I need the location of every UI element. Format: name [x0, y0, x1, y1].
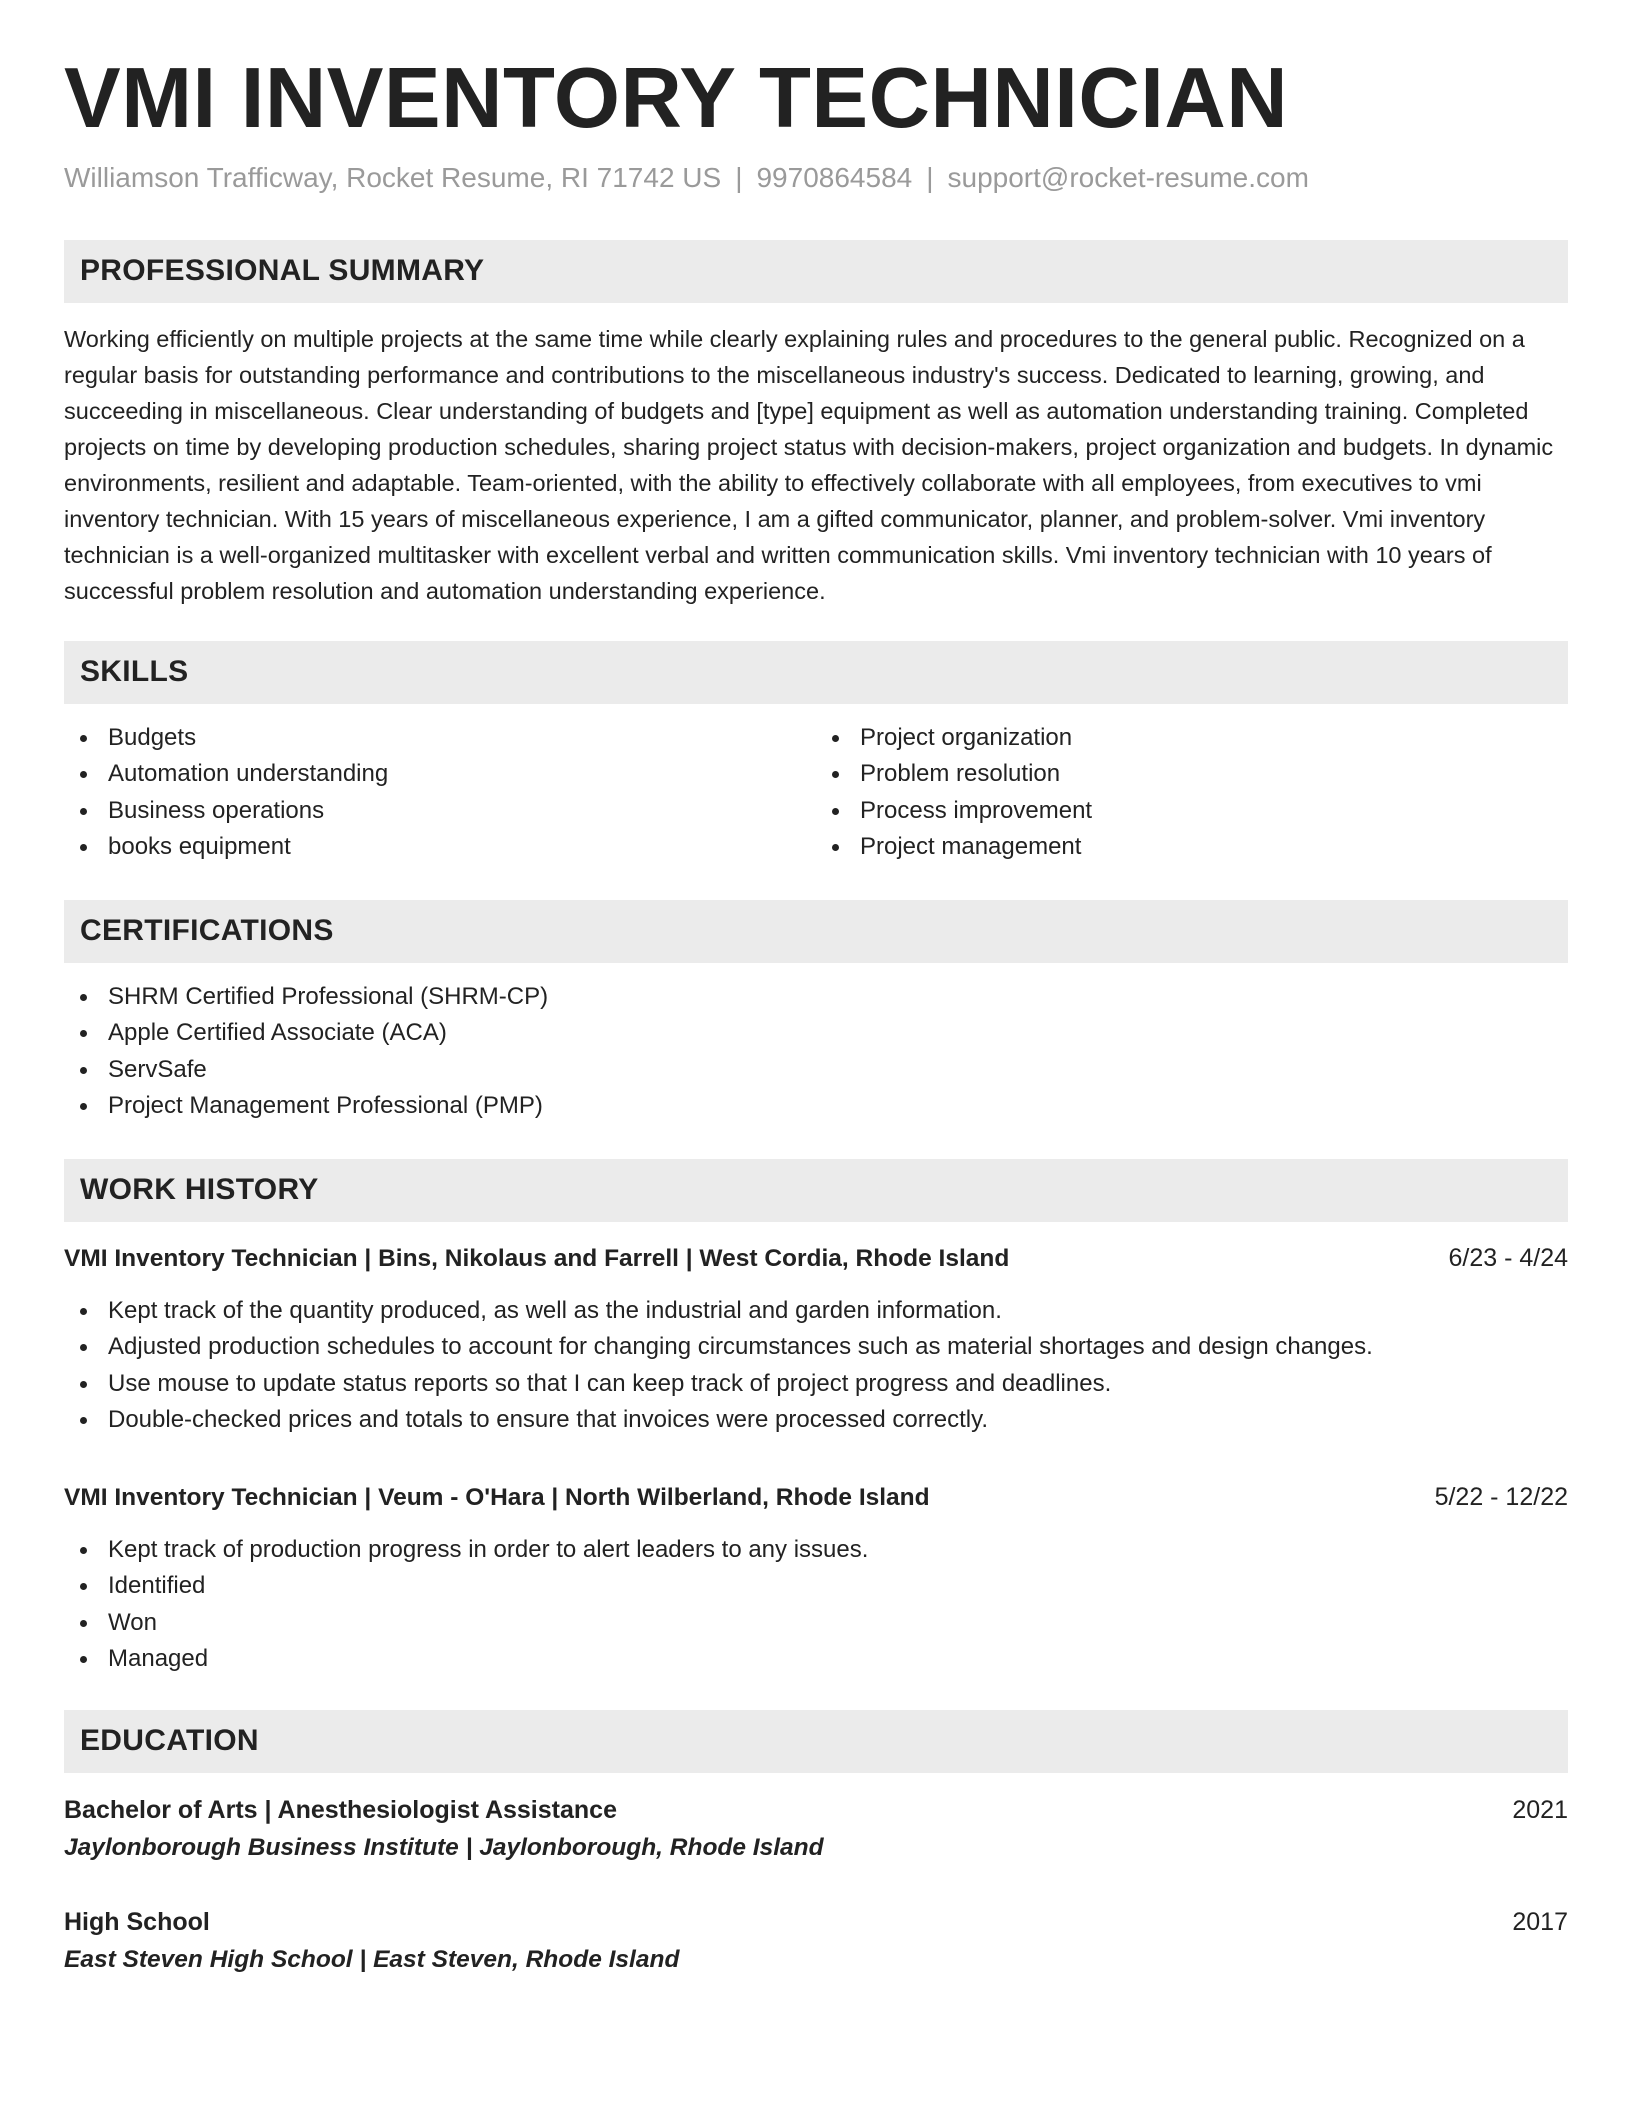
skills-list-left — [64, 720, 816, 866]
education-entry — [64, 1903, 1568, 1979]
contact-phone: 9970864584 — [756, 161, 913, 193]
job-bullet: Adjusted production schedules to account for changing circumstances such as material shortages and design changes. — [64, 1329, 1568, 1366]
certification-item: SHRM Certified Professional (SHRM-CP) — [64, 979, 1568, 1016]
contact-separator: | — [926, 161, 934, 193]
certifications-list — [64, 979, 1568, 1125]
certification-item: Apple Certified Associate (ACA) — [64, 1015, 1568, 1052]
skill-item: Budgets — [64, 720, 816, 757]
education-year: 2021 — [1512, 1795, 1568, 1824]
job-dates: 6/23 - 4/24 — [1448, 1243, 1568, 1272]
education-header — [64, 1903, 1568, 1941]
education-section — [64, 1710, 1568, 1979]
summary-section — [64, 240, 1568, 609]
job-title: VMI Inventory Technician | Veum - O'Hara | North Wilberland, Rhode Island — [64, 1483, 930, 1511]
work-history-section — [64, 1159, 1568, 1678]
job-bullets — [64, 1532, 1568, 1678]
work-history-heading: WORK HISTORY — [64, 1159, 1568, 1222]
certification-item: ServSafe — [64, 1052, 1568, 1089]
job-entry — [64, 1240, 1568, 1439]
skill-item: Project organization — [816, 720, 1568, 757]
job-dates: 5/22 - 12/22 — [1434, 1482, 1568, 1511]
summary-text: Working efficiently on multiple projects at the same time while clearly explaining rules and procedures to the general public. Recognized on a regular basis for outstanding performance and contributions to the miscellaneous industry's success. Dedicated to learning, growing, and succeeding in miscellaneous. Clear understanding of budgets and [type] equipment as well as automation understanding training. Completed projects on time by developing production schedules, sharing project status with decision-makers, project organization and budgets. In dynamic environments, resilient and adaptable. Team-oriented, with the ability to effectively collaborate with all employees, from executives to vmi inventory technician. With 15 years of miscellaneous experience, I am a gifted communicator, planner, and problem-solver. Vmi inventory technician is a well-organized multitasker with excellent verbal and written communication skills. Vmi inventory technician with 10 years of successful problem resolution and automation understanding experience. — [64, 325, 1554, 604]
education-degree: Bachelor of Arts | Anesthesiologist Assistance — [64, 1795, 617, 1824]
job-bullet: Identified — [64, 1568, 1568, 1605]
job-bullet: Use mouse to update status reports so that I can keep track of project progress and deadlines. — [64, 1366, 1568, 1403]
skill-item: Business operations — [64, 793, 816, 830]
certifications-heading: CERTIFICATIONS — [64, 900, 1568, 963]
skills-section — [64, 641, 1568, 866]
job-header — [64, 1479, 1568, 1516]
education-degree: High School — [64, 1907, 210, 1936]
education-school: East Steven High School | East Steven, Rhode Island — [64, 1945, 680, 1973]
skill-item: Process improvement — [816, 793, 1568, 830]
education-header — [64, 1791, 1568, 1829]
job-bullet: Double-checked prices and totals to ensure that invoices were processed correctly. — [64, 1402, 1568, 1439]
resume-name: VMI INVENTORY TECHNICIAN — [64, 51, 1289, 146]
certifications-section — [64, 900, 1568, 1125]
education-year: 2017 — [1512, 1907, 1568, 1936]
summary-heading: PROFESSIONAL SUMMARY — [64, 240, 1568, 303]
contact-line — [64, 160, 1568, 196]
skills-list-right — [816, 720, 1568, 866]
skill-item: Automation understanding — [64, 756, 816, 793]
job-entry — [64, 1479, 1568, 1678]
education-heading: EDUCATION — [64, 1710, 1568, 1773]
skill-item: Project management — [816, 829, 1568, 866]
education-entry — [64, 1791, 1568, 1867]
skills-heading: SKILLS — [64, 641, 1568, 704]
job-title: VMI Inventory Technician | Bins, Nikolaus and Farrell | West Cordia, Rhode Island — [64, 1244, 1010, 1272]
education-school: Jaylonborough Business Institute | Jaylonborough, Rhode Island — [64, 1833, 824, 1861]
job-bullet: Won — [64, 1605, 1568, 1642]
certification-item: Project Management Professional (PMP) — [64, 1088, 1568, 1125]
skill-item: Problem resolution — [816, 756, 1568, 793]
skills-columns — [64, 720, 1568, 866]
job-bullets — [64, 1293, 1568, 1439]
contact-email: support@rocket-resume.com — [947, 161, 1309, 193]
contact-address: Williamson Trafficway, Rocket Resume, RI 71742 US — [64, 161, 722, 193]
skill-item: books equipment — [64, 829, 816, 866]
job-header — [64, 1240, 1568, 1277]
job-bullet: Kept track of the quantity produced, as well as the industrial and garden information. — [64, 1293, 1568, 1330]
job-bullet: Kept track of production progress in order to alert leaders to any issues. — [64, 1532, 1568, 1569]
contact-separator: | — [735, 161, 743, 193]
job-bullet: Managed — [64, 1641, 1568, 1678]
